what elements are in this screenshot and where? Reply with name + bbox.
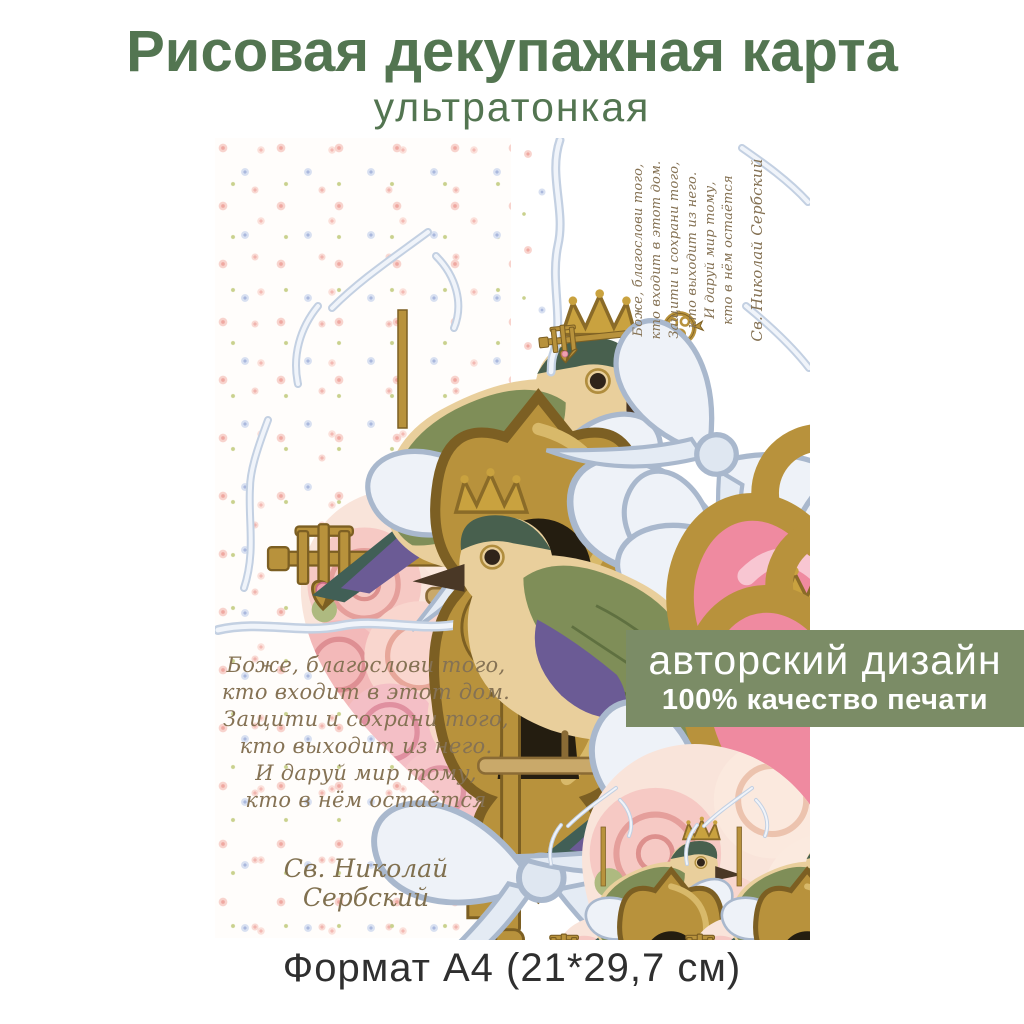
promo-banner bbox=[626, 630, 1024, 727]
banner-line1: авторский дизайн bbox=[648, 637, 1002, 684]
format-label: Формат А4 (21*29,7 см) bbox=[282, 946, 742, 990]
page-subtitle: ультратонкая bbox=[373, 84, 651, 130]
prayer-line: Боже, благослови того, bbox=[631, 163, 646, 337]
prayer-line: Защити и сохрани того, bbox=[223, 707, 509, 731]
banner-line2: 100% качество печати bbox=[661, 684, 989, 717]
prayer-signature: Св. Николай Сербский bbox=[748, 158, 766, 342]
prayer-line: кто выходит из него. bbox=[239, 734, 493, 758]
prayer-line: Защити и сохрани того, bbox=[667, 161, 682, 339]
prayer-text bbox=[218, 652, 514, 814]
prayer-line: И даруй мир тому, bbox=[703, 181, 718, 319]
prayer-line: кто в нём остаётся bbox=[721, 175, 736, 325]
prayer-text-rotated bbox=[630, 150, 794, 350]
prayer-line: кто входит в этот дом. bbox=[221, 680, 511, 704]
prayer-line: И даруй мир тому, bbox=[255, 761, 477, 785]
page-title: Рисовая декупажная карта bbox=[126, 19, 898, 84]
prayer-line: Боже, благослови того, bbox=[226, 653, 506, 677]
prayer-line: кто входит в этот дом. bbox=[649, 160, 664, 340]
prayer-line: кто в нём остаётся bbox=[245, 788, 487, 812]
prayer-line: кто выходит из него. bbox=[685, 171, 700, 329]
prayer-signature: Св. Николай Сербский bbox=[283, 854, 449, 912]
